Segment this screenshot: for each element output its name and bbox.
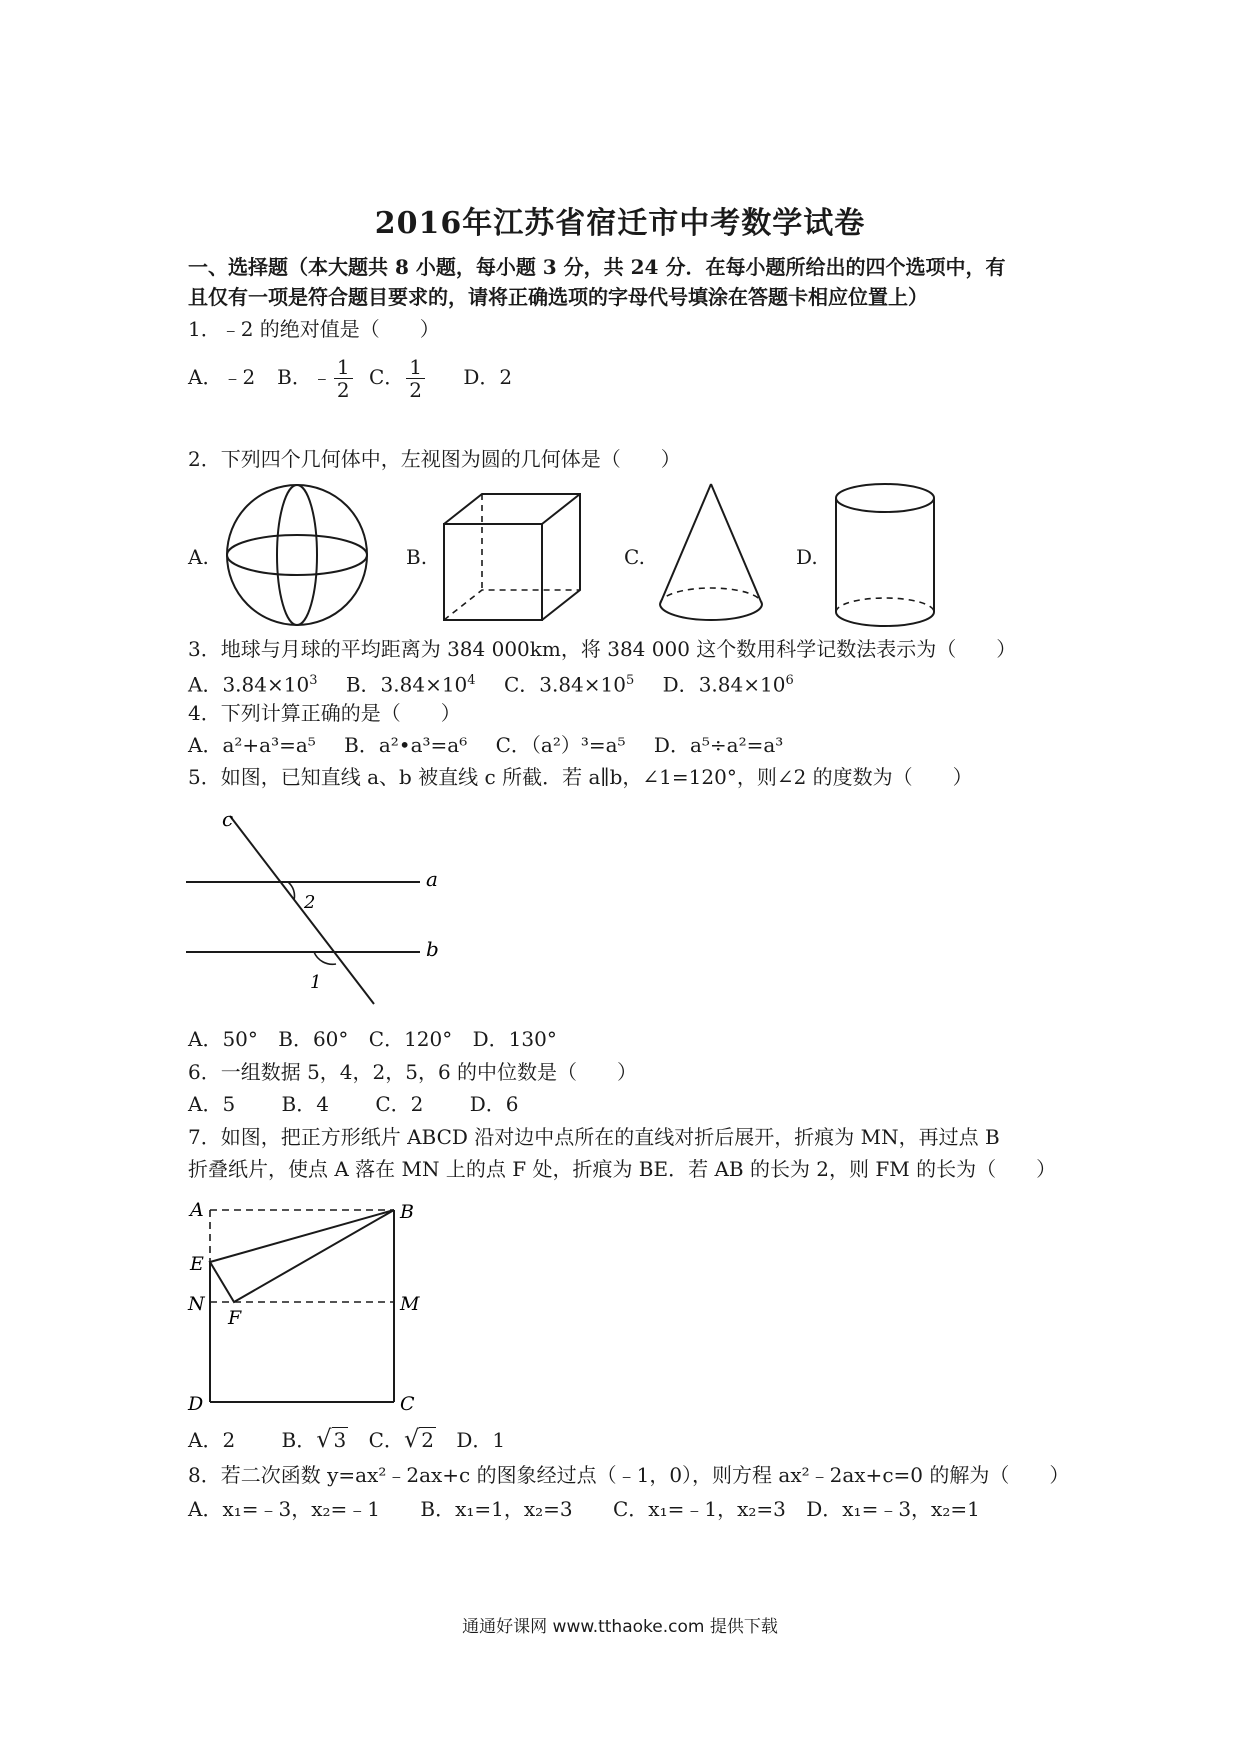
q3-d-exp: 6: [785, 673, 794, 688]
q4-stem: 4．下列计算正确的是（ ）: [188, 701, 461, 725]
q3-c-label: C．: [503, 672, 540, 697]
q1-option-c: [368, 355, 427, 402]
q7-stem-line2: 折叠纸片，使点 A 落在 MN 上的点 F 处，折痕为 BE．若 AB 的长为 2，则 FM 的长为（ ）: [188, 1157, 1057, 1181]
q3-c-base: 3.84×10: [539, 672, 626, 697]
q1-options: [188, 356, 512, 401]
page-title: 2016年江苏省宿迁市中考数学试卷: [374, 206, 866, 241]
q2-stem: 2．下列四个几何体中，左视图为圆的几何体是（ ）: [188, 447, 681, 471]
q4-option-a: A．a²+a³=a⁵: [188, 733, 316, 757]
label-b: b: [426, 937, 439, 961]
q3-a-exp: 3: [309, 673, 318, 688]
q7-c-sqrt: √ 2: [403, 1425, 434, 1453]
q7-option-d: D．1: [456, 1428, 506, 1452]
q6-stem: 6．一组数据 5，4，2，5，6 的中位数是（ ）: [188, 1060, 638, 1084]
q3-a-base: 3.84×10: [222, 672, 310, 697]
q1-option-c-label: C．: [368, 365, 405, 389]
q3-option-b: [346, 668, 476, 698]
q3-d-label: D．: [662, 672, 699, 697]
q1-option-c-fraction: [406, 356, 425, 401]
q3-c-exp: 5: [626, 673, 635, 688]
q8-option-d: D．x₁=﹣3，x₂=1: [806, 1497, 980, 1521]
angle-1-arc: [314, 952, 336, 964]
q8-options: [188, 1496, 1002, 1522]
q2-label-b: B.: [406, 545, 428, 569]
q7-c-label: C．: [368, 1428, 404, 1452]
q5-option-d: D．130°: [472, 1027, 557, 1051]
q1-option-b: [277, 355, 354, 402]
triangle-ebf: [210, 1210, 394, 1302]
q2-label-a: A.: [188, 545, 209, 569]
label-B: B: [400, 1201, 414, 1223]
q4-options: [188, 732, 805, 758]
sphere-icon: [222, 480, 372, 630]
q4-option-b: B．a²•a³=a⁶: [344, 733, 468, 757]
q6-option-d: D．6: [469, 1092, 519, 1116]
q3-a-label: A．: [188, 672, 223, 697]
q3-b-label: B．: [345, 672, 381, 697]
section-heading-line1: 一、选择题（本大题共 8 小题，每小题 3 分，共 24 分．在每小题所给出的四个选项中，有: [188, 255, 1006, 279]
q5-options: [188, 1026, 579, 1052]
q1-b-numerator: 1: [334, 356, 353, 379]
label-A: A: [190, 1199, 204, 1221]
q8-option-c: C．x₁=﹣1，x₂=3: [613, 1497, 786, 1521]
label-M: M: [400, 1293, 420, 1315]
q1-option-d: D．2: [463, 365, 513, 389]
label-N: N: [188, 1293, 205, 1315]
q1-option-b-sign: ﹣: [311, 365, 332, 389]
q4-option-d: D．a⁵÷a²=a³: [653, 733, 784, 757]
q8-option-a: A．x₁=﹣3，x₂=﹣1: [188, 1497, 381, 1521]
label-D: D: [188, 1393, 204, 1415]
label-c: c: [222, 807, 234, 831]
q1-b-denominator: 2: [336, 378, 350, 402]
q5-option-b: B．60°: [278, 1027, 349, 1051]
q1-option-a: A．﹣2: [188, 365, 256, 389]
q1-stem: 1．﹣2 的绝对值是（ ）: [188, 317, 440, 341]
label-E: E: [190, 1253, 204, 1275]
q8-stem: 8．若二次函数 y=ax²﹣2ax+c 的图象经过点（﹣1，0），则方程 ax²﹣2ax+c=0 的解为（ ）: [188, 1463, 1070, 1487]
q3-option-d: [663, 668, 794, 698]
label-F: F: [228, 1307, 242, 1329]
q2-label-c: C.: [624, 545, 645, 569]
section-heading-line2: 且仅有一项是符合题目要求的，请将正确选项的字母代号填涂在答题卡相应位置上）: [188, 285, 928, 309]
q1-option-b-label: B．: [277, 365, 312, 389]
q1-c-denominator: 2: [409, 378, 423, 402]
q7-b-radicand: 3: [333, 1428, 347, 1452]
label-angle-1: 1: [310, 972, 322, 993]
cone-icon: [656, 480, 766, 630]
q3-stem: 3．地球与月球的平均距离为 384 000km，将 384 000 这个数用科学记数法表示为（ ）: [188, 637, 1017, 661]
q2-label-d: D.: [796, 545, 818, 569]
q6-option-a: A．5: [188, 1092, 236, 1116]
q5-figure: [186, 808, 446, 1008]
label-C: C: [400, 1393, 415, 1415]
q6-option-c: C．2: [375, 1092, 424, 1116]
label-angle-2: 2: [304, 892, 316, 913]
q1-c-numerator: 1: [406, 356, 425, 379]
cylinder-icon: [832, 480, 938, 632]
q8-option-b: B．x₁=1，x₂=3: [420, 1497, 573, 1521]
q7-figure: [186, 1198, 426, 1414]
q6-options: [188, 1091, 540, 1117]
q7-option-b: [282, 1426, 349, 1453]
q1-option-b-fraction: [334, 356, 353, 401]
label-a: a: [426, 867, 438, 891]
q3-b-base: 3.84×10: [380, 672, 468, 697]
q7-option-c: [369, 1426, 436, 1453]
q7-b-sqrt: √ 3: [316, 1425, 347, 1453]
line-c: [230, 816, 374, 1004]
footer-source: 通通好课网 www.tthaoke.com 提供下载: [462, 1617, 778, 1637]
q5-option-c: C．120°: [368, 1027, 453, 1051]
q3-d-base: 3.84×10: [698, 672, 786, 697]
q7-c-radicand: 2: [421, 1428, 434, 1452]
q5-option-a: A．50°: [188, 1027, 258, 1051]
cube-icon: [440, 490, 590, 625]
q3-options: [188, 668, 816, 698]
q7-options: [188, 1426, 527, 1453]
q7-b-label: B．: [281, 1428, 317, 1452]
q3-option-a: [188, 668, 317, 698]
q5-stem: 5．如图，已知直线 a、b 被直线 c 所截．若 a∥b，∠1=120°，则∠2 的度数为（ ）: [188, 765, 973, 789]
q7-option-a: A．2: [188, 1428, 236, 1452]
q7-stem-line1: 7．如图，把正方形纸片 ABCD 沿对边中点所在的直线对折后展开，折痕为 MN，再过点 B: [188, 1125, 1000, 1149]
q6-option-b: B．4: [281, 1092, 329, 1116]
q3-b-exp: 4: [467, 673, 476, 688]
q4-option-c: C．（a²）³=a⁵: [495, 733, 626, 757]
q3-option-c: [504, 668, 634, 698]
